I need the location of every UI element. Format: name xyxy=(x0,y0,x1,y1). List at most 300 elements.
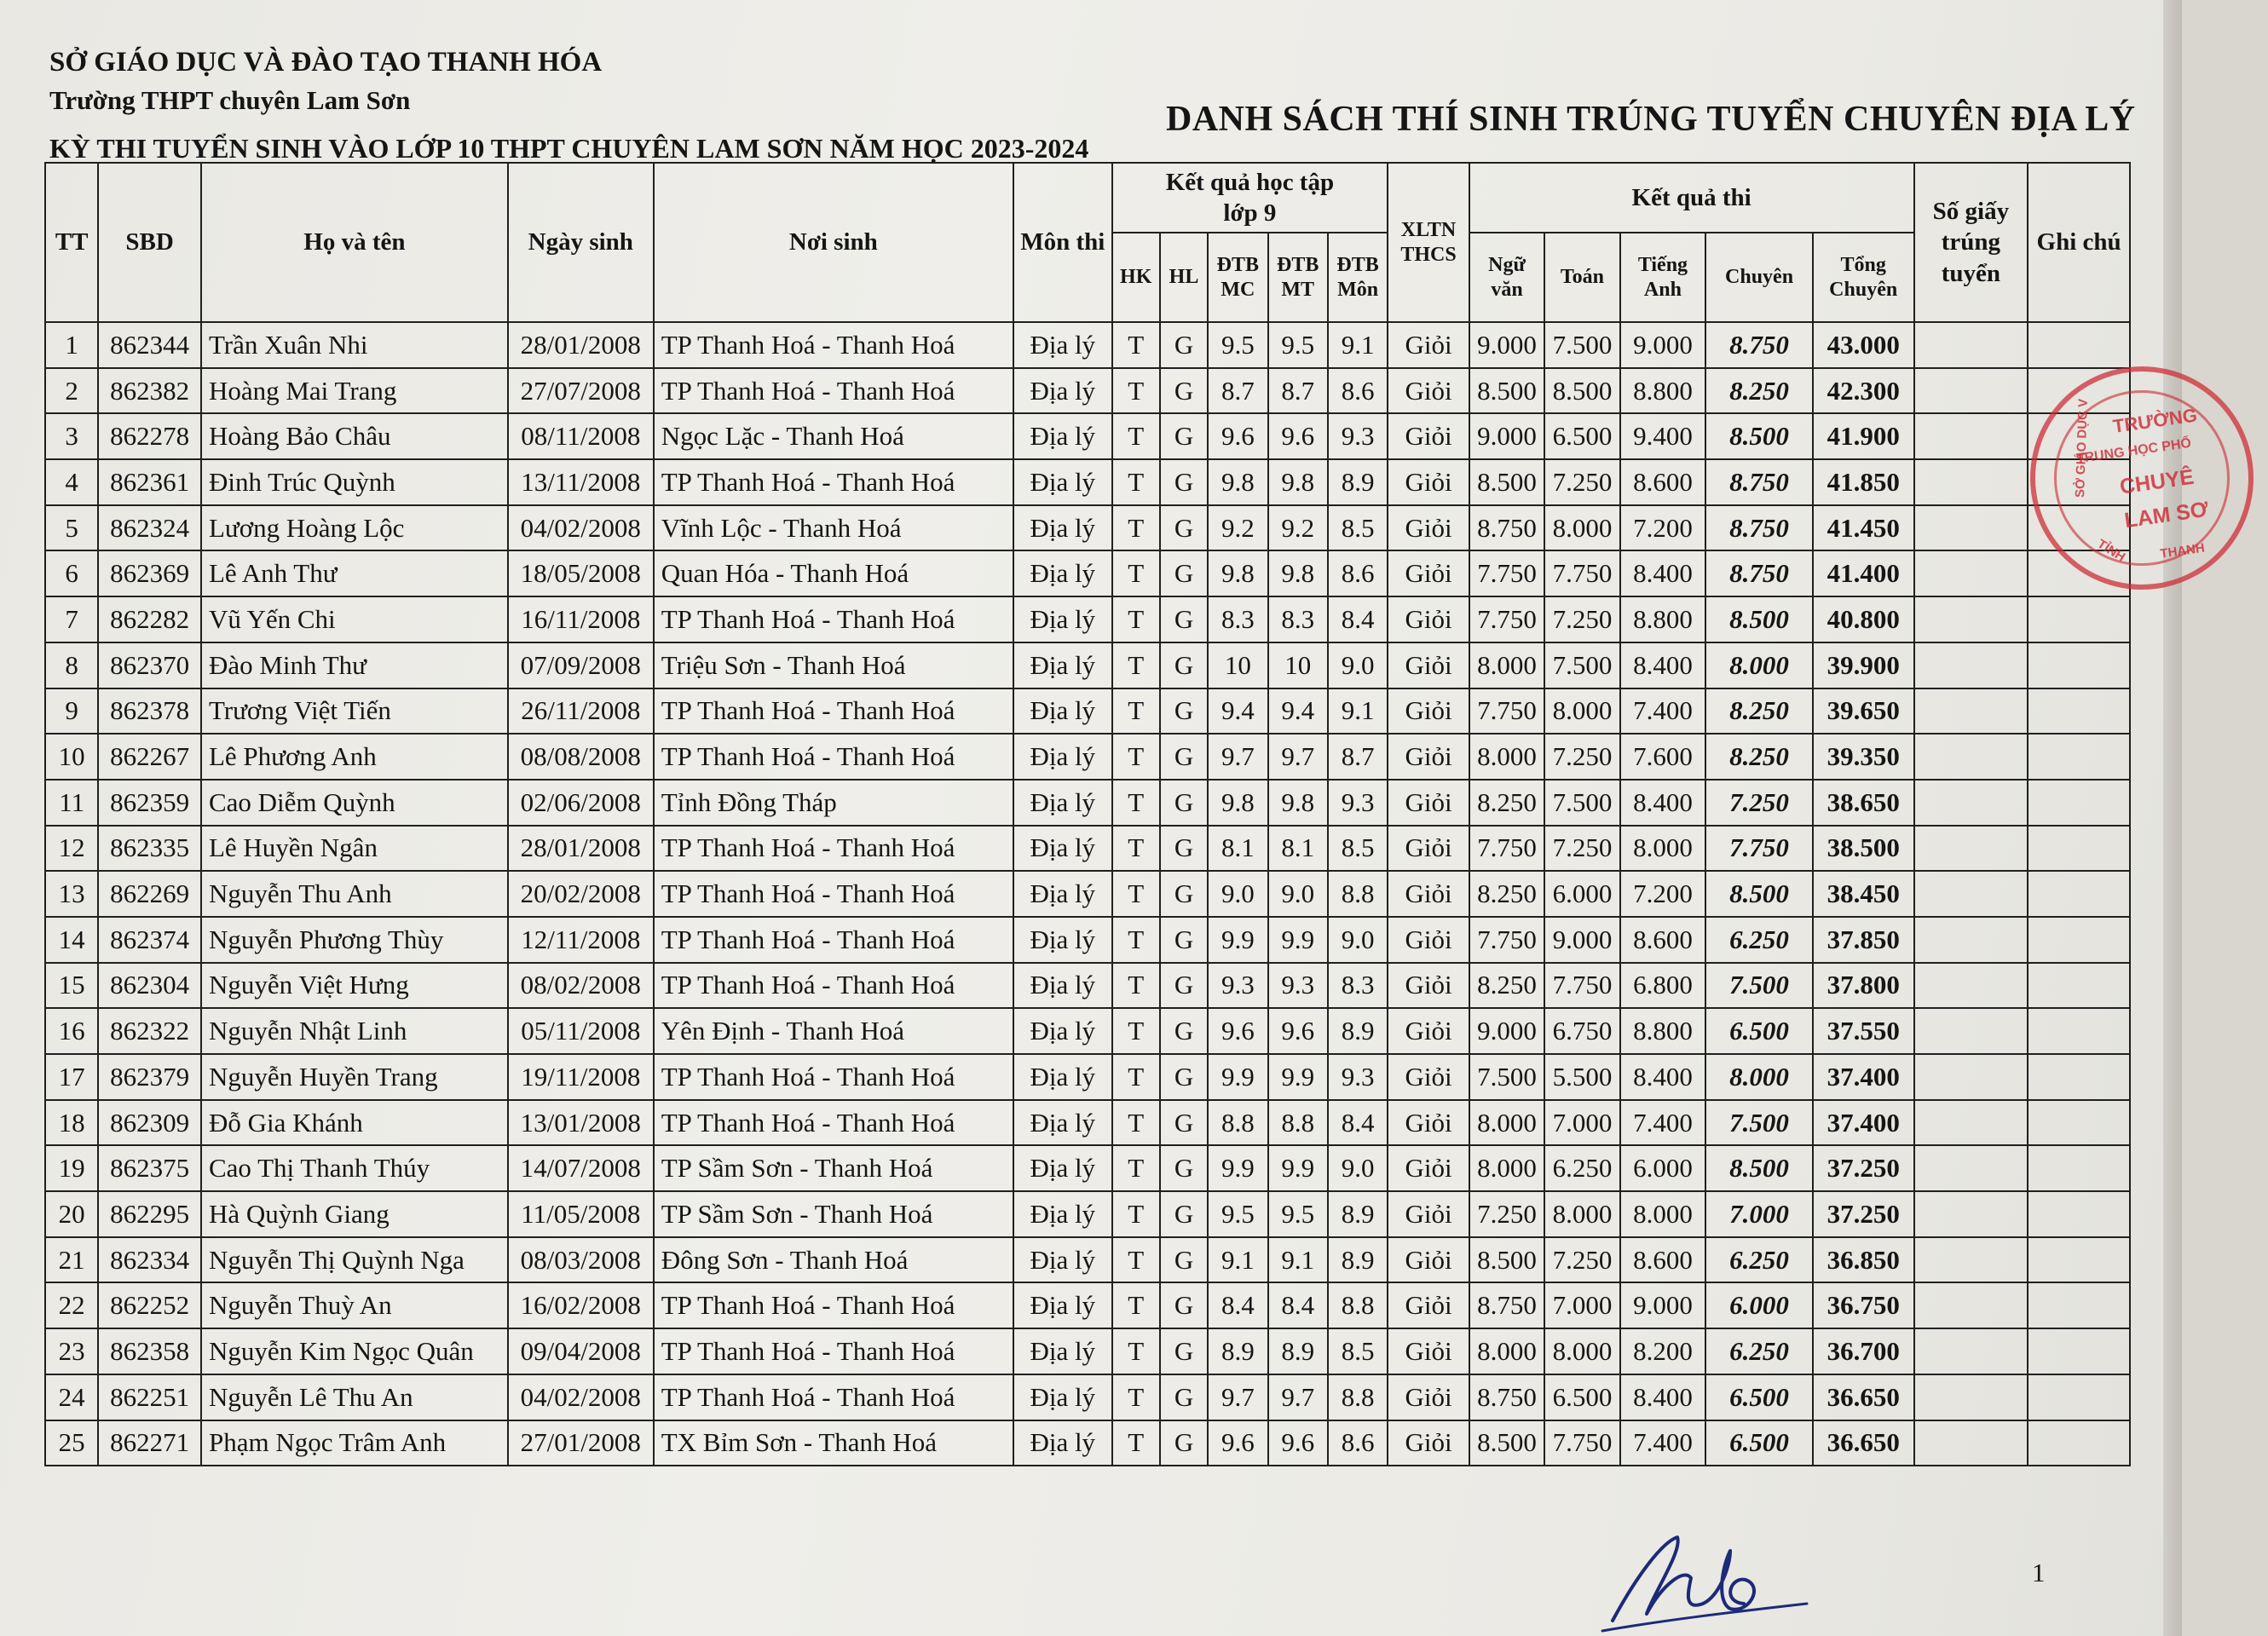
cell-name: Lê Huyền Ngân xyxy=(201,826,508,872)
cell-ngu-van: 8.750 xyxy=(1469,505,1544,551)
cell-xltn: Giỏi xyxy=(1388,688,1469,734)
table-row xyxy=(45,368,2130,414)
cell-toan: 7.250 xyxy=(1544,1237,1619,1283)
table-row xyxy=(45,1008,2130,1054)
cell-tieng-anh: 9.400 xyxy=(1620,413,1706,459)
cell-tieng-anh: 8.200 xyxy=(1620,1328,1706,1374)
cell-dob: 16/11/2008 xyxy=(508,596,654,642)
cell-dtb-mon: 9.0 xyxy=(1328,917,1388,963)
cell-tt: 25 xyxy=(45,1420,98,1466)
cell-so-giay xyxy=(1914,1054,2029,1100)
cell-hk: T xyxy=(1112,871,1160,917)
cell-name: Nguyễn Kim Ngọc Quân xyxy=(201,1328,508,1374)
cell-hk: T xyxy=(1112,596,1160,642)
cell-chuyen: 8.000 xyxy=(1705,1054,1813,1100)
cell-chuyen: 6.500 xyxy=(1705,1008,1813,1054)
cell-toan: 7.500 xyxy=(1544,642,1619,688)
cell-dtb-mt: 8.3 xyxy=(1268,596,1328,642)
cell-hk: T xyxy=(1112,550,1160,596)
cell-dtb-mc: 9.9 xyxy=(1208,1054,1267,1100)
cell-xltn: Giỏi xyxy=(1388,780,1469,826)
cell-dtb-mt: 9.9 xyxy=(1268,1145,1328,1191)
cell-tong-chuyen: 36.750 xyxy=(1813,1282,1914,1328)
cell-ngu-van: 8.500 xyxy=(1469,1420,1544,1466)
cell-dtb-mon: 9.0 xyxy=(1328,642,1388,688)
cell-dtb-mt: 9.6 xyxy=(1268,413,1328,459)
cell-place: TP Thanh Hoá - Thanh Hoá xyxy=(654,917,1013,963)
cell-dtb-mc: 9.1 xyxy=(1208,1237,1267,1283)
cell-tt: 24 xyxy=(45,1374,98,1420)
cell-dtb-mc: 9.6 xyxy=(1208,1420,1267,1466)
cell-dtb-mt: 8.4 xyxy=(1268,1282,1328,1328)
cell-toan: 7.250 xyxy=(1544,459,1619,505)
cell-subject: Địa lý xyxy=(1013,1374,1112,1420)
cell-place: TP Sầm Sơn - Thanh Hoá xyxy=(654,1191,1013,1237)
col-tong-chuyen xyxy=(1813,233,1914,322)
cell-dtb-mon: 8.4 xyxy=(1328,1100,1388,1146)
cell-ngu-van: 7.500 xyxy=(1469,1054,1544,1100)
cell-ghi-chu xyxy=(2028,642,2130,688)
cell-tong-chuyen: 37.800 xyxy=(1813,963,1914,1009)
cell-so-giay xyxy=(1914,550,2029,596)
cell-dtb-mon: 8.4 xyxy=(1328,596,1388,642)
cell-chuyen: 6.250 xyxy=(1705,1237,1813,1283)
cell-tieng-anh: 6.000 xyxy=(1620,1145,1706,1191)
cell-dtb-mt: 9.3 xyxy=(1268,963,1328,1009)
cell-tt: 10 xyxy=(45,734,98,780)
cell-ngu-van: 8.250 xyxy=(1469,871,1544,917)
cell-dtb-mt: 8.1 xyxy=(1268,826,1328,872)
cell-dtb-mt: 9.8 xyxy=(1268,550,1328,596)
cell-tt: 11 xyxy=(45,780,98,826)
cell-hk: T xyxy=(1112,1237,1160,1283)
cell-tieng-anh: 8.400 xyxy=(1620,1054,1706,1100)
cell-dtb-mon: 8.9 xyxy=(1328,1191,1388,1237)
cell-hk: T xyxy=(1112,734,1160,780)
cell-chuyen: 7.750 xyxy=(1705,826,1813,872)
cell-dob: 04/02/2008 xyxy=(508,505,654,551)
cell-dob: 08/11/2008 xyxy=(508,413,654,459)
cell-dtb-mt: 9.7 xyxy=(1268,1374,1328,1420)
cell-hk: T xyxy=(1112,1100,1160,1146)
cell-dtb-mon: 9.0 xyxy=(1328,1145,1388,1191)
cell-dtb-mon: 8.8 xyxy=(1328,1374,1388,1420)
cell-ghi-chu xyxy=(2028,1100,2130,1146)
grade9-line2: lớp 9 xyxy=(1223,199,1277,227)
cell-hk: T xyxy=(1112,963,1160,1009)
cell-name: Trương Việt Tiến xyxy=(201,688,508,734)
cell-dtb-mc: 9.7 xyxy=(1208,1374,1267,1420)
cell-sbd: 862282 xyxy=(98,596,201,642)
cell-subject: Địa lý xyxy=(1013,322,1112,368)
cell-dtb-mc: 9.5 xyxy=(1208,322,1267,368)
cell-dtb-mc: 9.0 xyxy=(1208,871,1267,917)
cell-tong-chuyen: 37.400 xyxy=(1813,1054,1914,1100)
cell-place: Tỉnh Đồng Tháp xyxy=(654,780,1013,826)
cell-tong-chuyen: 40.800 xyxy=(1813,596,1914,642)
cell-subject: Địa lý xyxy=(1013,1191,1112,1237)
stamp-text-left: SỞ GIÁO DỤC V xyxy=(2072,398,2092,498)
cell-tong-chuyen: 38.450 xyxy=(1813,871,1914,917)
cell-tt: 22 xyxy=(45,1282,98,1328)
cell-toan: 6.750 xyxy=(1544,1008,1619,1054)
cell-subject: Địa lý xyxy=(1013,505,1112,551)
cell-xltn: Giỏi xyxy=(1388,413,1469,459)
cell-dob: 04/02/2008 xyxy=(508,1374,654,1420)
cell-hk: T xyxy=(1112,826,1160,872)
grade9-line1: Kết quả học tập xyxy=(1165,168,1335,196)
col-dtb-mc xyxy=(1208,233,1267,322)
cell-tt: 17 xyxy=(45,1054,98,1100)
cell-tong-chuyen: 36.850 xyxy=(1813,1237,1914,1283)
cell-dob: 28/01/2008 xyxy=(508,826,654,872)
cell-toan: 8.000 xyxy=(1544,1328,1619,1374)
cell-tong-chuyen: 39.900 xyxy=(1813,642,1914,688)
cell-dtb-mc: 9.8 xyxy=(1208,780,1267,826)
cell-hl: G xyxy=(1160,1008,1208,1054)
cell-tieng-anh: 7.200 xyxy=(1620,505,1706,551)
cell-dtb-mt: 9.9 xyxy=(1268,917,1328,963)
cell-ngu-van: 7.750 xyxy=(1469,826,1544,872)
col-grade9-group xyxy=(1112,163,1388,233)
cell-dtb-mt: 9.5 xyxy=(1268,322,1328,368)
cell-hl: G xyxy=(1160,1100,1208,1146)
cell-subject: Địa lý xyxy=(1013,917,1112,963)
cell-hl: G xyxy=(1160,1191,1208,1237)
cell-name: Cao Diễm Quỳnh xyxy=(201,780,508,826)
dtb-mt-line2: MT xyxy=(1281,278,1315,301)
cell-toan: 6.250 xyxy=(1544,1145,1619,1191)
cell-dtb-mt: 10 xyxy=(1268,642,1328,688)
dtb-mon-line1: ĐTB xyxy=(1336,253,1379,276)
cell-xltn: Giỏi xyxy=(1388,871,1469,917)
cell-dtb-mt: 9.2 xyxy=(1268,505,1328,551)
cell-dob: 14/07/2008 xyxy=(508,1145,654,1191)
cell-subject: Địa lý xyxy=(1013,1100,1112,1146)
cell-ghi-chu xyxy=(2028,1328,2130,1374)
cell-tong-chuyen: 37.850 xyxy=(1813,917,1914,963)
cell-dob: 26/11/2008 xyxy=(508,688,654,734)
cell-tieng-anh: 8.600 xyxy=(1620,1237,1706,1283)
cell-toan: 7.750 xyxy=(1544,1420,1619,1466)
cell-tong-chuyen: 37.550 xyxy=(1813,1008,1914,1054)
cell-so-giay xyxy=(1914,1374,2029,1420)
cell-dtb-mc: 9.3 xyxy=(1208,963,1267,1009)
cell-sbd: 862269 xyxy=(98,871,201,917)
cell-place: Đông Sơn - Thanh Hoá xyxy=(654,1237,1013,1283)
cell-hl: G xyxy=(1160,505,1208,551)
cell-tieng-anh: 9.000 xyxy=(1620,1282,1706,1328)
cell-dtb-mt: 9.8 xyxy=(1268,459,1328,505)
cell-xltn: Giỏi xyxy=(1388,459,1469,505)
cell-tt: 23 xyxy=(45,1328,98,1374)
cell-place: Quan Hóa - Thanh Hoá xyxy=(654,550,1013,596)
cell-name: Cao Thị Thanh Thúy xyxy=(201,1145,508,1191)
cell-name: Nguyễn Thị Quỳnh Nga xyxy=(201,1237,508,1283)
cell-hl: G xyxy=(1160,871,1208,917)
cell-dob: 08/08/2008 xyxy=(508,734,654,780)
cell-tong-chuyen: 36.650 xyxy=(1813,1420,1914,1466)
cell-chuyen: 8.500 xyxy=(1705,871,1813,917)
stamp-text-bottom2: THANH xyxy=(2159,540,2206,562)
cell-hl: G xyxy=(1160,550,1208,596)
cell-toan: 7.750 xyxy=(1544,963,1619,1009)
cell-toan: 6.500 xyxy=(1544,413,1619,459)
table-row xyxy=(45,1054,2130,1100)
cell-tong-chuyen: 38.500 xyxy=(1813,826,1914,872)
cell-hl: G xyxy=(1160,917,1208,963)
cell-dtb-mt: 9.5 xyxy=(1268,1191,1328,1237)
cell-ngu-van: 8.000 xyxy=(1469,1100,1544,1146)
cell-dtb-mon: 8.3 xyxy=(1328,963,1388,1009)
cell-ghi-chu xyxy=(2028,917,2130,963)
tong-chuyen-line2: Chuyên xyxy=(1829,278,1898,301)
cell-toan: 7.000 xyxy=(1544,1100,1619,1146)
cell-ghi-chu xyxy=(2028,871,2130,917)
cell-chuyen: 7.500 xyxy=(1705,1100,1813,1146)
table-row xyxy=(45,550,2130,596)
cell-name: Nguyễn Lê Thu An xyxy=(201,1374,508,1420)
cell-hl: G xyxy=(1160,1237,1208,1283)
cell-dtb-mon: 9.1 xyxy=(1328,322,1388,368)
cell-dob: 08/02/2008 xyxy=(508,963,654,1009)
cell-sbd: 862375 xyxy=(98,1145,201,1191)
cell-dob: 12/11/2008 xyxy=(508,917,654,963)
cell-so-giay xyxy=(1914,1145,2029,1191)
cell-dtb-mt: 9.7 xyxy=(1268,734,1328,780)
cell-toan: 8.000 xyxy=(1544,1191,1619,1237)
admission-table xyxy=(44,162,2131,1466)
cell-dtb-mc: 10 xyxy=(1208,642,1267,688)
cell-tt: 15 xyxy=(45,963,98,1009)
tieng-anh-line1: Tiếng xyxy=(1637,253,1688,276)
cell-chuyen: 6.000 xyxy=(1705,1282,1813,1328)
cell-sbd: 862324 xyxy=(98,505,201,551)
col-ngu-van xyxy=(1469,233,1544,322)
col-exam-results-group: Kết quả thi xyxy=(1469,163,1914,233)
cell-hl: G xyxy=(1160,734,1208,780)
cell-xltn: Giỏi xyxy=(1388,963,1469,1009)
cell-tt: 1 xyxy=(45,322,98,368)
cell-toan: 7.250 xyxy=(1544,596,1619,642)
cell-sbd: 862335 xyxy=(98,826,201,872)
cell-subject: Địa lý xyxy=(1013,596,1112,642)
cell-so-giay xyxy=(1914,688,2029,734)
cell-place: TP Thanh Hoá - Thanh Hoá xyxy=(654,1054,1013,1100)
cell-toan: 7.750 xyxy=(1544,550,1619,596)
cell-tong-chuyen: 41.450 xyxy=(1813,505,1914,551)
cell-place: TP Thanh Hoá - Thanh Hoá xyxy=(654,596,1013,642)
cell-toan: 7.500 xyxy=(1544,780,1619,826)
cell-sbd: 862361 xyxy=(98,459,201,505)
cell-so-giay xyxy=(1914,917,2029,963)
cell-tieng-anh: 8.400 xyxy=(1620,780,1706,826)
col-sbd: SBD xyxy=(98,163,201,322)
cell-so-giay xyxy=(1914,505,2029,551)
cell-tieng-anh: 7.400 xyxy=(1620,1100,1706,1146)
cell-sbd: 862309 xyxy=(98,1100,201,1146)
cell-tong-chuyen: 39.650 xyxy=(1813,688,1914,734)
cell-dtb-mon: 8.6 xyxy=(1328,1420,1388,1466)
cell-place: TP Thanh Hoá - Thanh Hoá xyxy=(654,963,1013,1009)
cell-toan: 9.000 xyxy=(1544,917,1619,963)
table-row xyxy=(45,688,2130,734)
cell-subject: Địa lý xyxy=(1013,1145,1112,1191)
cell-tt: 12 xyxy=(45,826,98,872)
table-row xyxy=(45,917,2130,963)
cell-name: Lê Phương Anh xyxy=(201,734,508,780)
cell-dob: 18/05/2008 xyxy=(508,550,654,596)
cell-ghi-chu xyxy=(2028,1420,2130,1466)
cell-tt: 13 xyxy=(45,871,98,917)
cell-hl: G xyxy=(1160,413,1208,459)
cell-chuyen: 6.250 xyxy=(1705,917,1813,963)
cell-dob: 16/02/2008 xyxy=(508,1282,654,1328)
cell-dtb-mt: 8.8 xyxy=(1268,1100,1328,1146)
cell-dtb-mon: 8.5 xyxy=(1328,826,1388,872)
so-giay-line3: tuyển xyxy=(1941,259,2001,287)
cell-ghi-chu xyxy=(2028,1145,2130,1191)
cell-chuyen: 6.500 xyxy=(1705,1420,1813,1466)
cell-sbd: 862278 xyxy=(98,413,201,459)
cell-hl: G xyxy=(1160,642,1208,688)
col-dob: Ngày sinh xyxy=(508,163,654,322)
cell-tt: 2 xyxy=(45,368,98,414)
cell-name: Nguyễn Huyền Trang xyxy=(201,1054,508,1100)
cell-subject: Địa lý xyxy=(1013,963,1112,1009)
cell-chuyen: 8.750 xyxy=(1705,459,1813,505)
cell-so-giay xyxy=(1914,871,2029,917)
cell-tong-chuyen: 43.000 xyxy=(1813,322,1914,368)
cell-chuyen: 7.250 xyxy=(1705,780,1813,826)
cell-toan: 7.250 xyxy=(1544,826,1619,872)
cell-ghi-chu xyxy=(2028,1237,2130,1283)
table-row xyxy=(45,596,2130,642)
cell-chuyen: 8.000 xyxy=(1705,642,1813,688)
cell-dtb-mc: 8.8 xyxy=(1208,1100,1267,1146)
cell-dtb-mc: 9.4 xyxy=(1208,688,1267,734)
cell-ghi-chu xyxy=(2028,322,2130,368)
cell-dtb-mc: 9.9 xyxy=(1208,1145,1267,1191)
cell-toan: 6.500 xyxy=(1544,1374,1619,1420)
cell-xltn: Giỏi xyxy=(1388,1191,1469,1237)
cell-sbd: 862267 xyxy=(98,734,201,780)
cell-so-giay xyxy=(1914,963,2029,1009)
cell-name: Đinh Trúc Quỳnh xyxy=(201,459,508,505)
cell-tt: 20 xyxy=(45,1191,98,1237)
cell-sbd: 862344 xyxy=(98,322,201,368)
cell-name: Hoàng Mai Trang xyxy=(201,368,508,414)
cell-hk: T xyxy=(1112,1191,1160,1237)
cell-subject: Địa lý xyxy=(1013,459,1112,505)
cell-dtb-mc: 9.8 xyxy=(1208,550,1267,596)
cell-chuyen: 8.500 xyxy=(1705,596,1813,642)
cell-dtb-mc: 8.3 xyxy=(1208,596,1267,642)
cell-chuyen: 6.250 xyxy=(1705,1328,1813,1374)
stamp-text-school1: TRƯỜNG xyxy=(2111,404,2199,437)
cell-tieng-anh: 9.000 xyxy=(1620,322,1706,368)
cell-place: TP Thanh Hoá - Thanh Hoá xyxy=(654,1100,1013,1146)
cell-ngu-van: 8.500 xyxy=(1469,1237,1544,1283)
cell-ngu-van: 9.000 xyxy=(1469,322,1544,368)
cell-ngu-van: 8.000 xyxy=(1469,734,1544,780)
cell-so-giay xyxy=(1914,459,2029,505)
cell-toan: 7.000 xyxy=(1544,1282,1619,1328)
tong-chuyen-line1: Tổng xyxy=(1840,253,1886,276)
cell-xltn: Giỏi xyxy=(1388,642,1469,688)
cell-sbd: 862359 xyxy=(98,780,201,826)
dtb-mc-line1: ĐTB xyxy=(1216,253,1260,276)
cell-hk: T xyxy=(1112,368,1160,414)
page-edge xyxy=(2163,0,2182,1636)
school-heading: Trường THPT chuyên Lam Sơn xyxy=(49,85,411,115)
cell-tt: 3 xyxy=(45,413,98,459)
cell-dob: 13/11/2008 xyxy=(508,459,654,505)
cell-dob: 19/11/2008 xyxy=(508,1054,654,1100)
cell-name: Phạm Ngọc Trâm Anh xyxy=(201,1420,508,1466)
cell-tieng-anh: 7.400 xyxy=(1620,688,1706,734)
cell-ghi-chu xyxy=(2028,1008,2130,1054)
cell-tong-chuyen: 36.650 xyxy=(1813,1374,1914,1420)
dtb-mt-line1: ĐTB xyxy=(1277,253,1319,276)
cell-so-giay xyxy=(1914,1191,2029,1237)
cell-so-giay xyxy=(1914,1100,2029,1146)
cell-hl: G xyxy=(1160,1282,1208,1328)
cell-sbd: 862379 xyxy=(98,1054,201,1100)
cell-hk: T xyxy=(1112,1282,1160,1328)
cell-dob: 05/11/2008 xyxy=(508,1008,654,1054)
cell-tieng-anh: 8.800 xyxy=(1620,596,1706,642)
cell-place: Vĩnh Lộc - Thanh Hoá xyxy=(654,505,1013,551)
cell-dtb-mt: 9.6 xyxy=(1268,1420,1328,1466)
cell-dtb-mc: 9.5 xyxy=(1208,1191,1267,1237)
cell-ghi-chu xyxy=(2028,688,2130,734)
cell-xltn: Giỏi xyxy=(1388,505,1469,551)
cell-dtb-mon: 9.1 xyxy=(1328,688,1388,734)
cell-dtb-mon: 8.9 xyxy=(1328,1237,1388,1283)
cell-chuyen: 8.250 xyxy=(1705,368,1813,414)
cell-place: Triệu Sơn - Thanh Hoá xyxy=(654,642,1013,688)
cell-sbd: 862271 xyxy=(98,1420,201,1466)
cell-tieng-anh: 8.600 xyxy=(1620,459,1706,505)
cell-place: Yên Định - Thanh Hoá xyxy=(654,1008,1013,1054)
cell-hl: G xyxy=(1160,1145,1208,1191)
cell-toan: 8.000 xyxy=(1544,505,1619,551)
cell-dob: 27/01/2008 xyxy=(508,1420,654,1466)
cell-hl: G xyxy=(1160,322,1208,368)
stamp-text-lamson: LAM SƠ xyxy=(2122,497,2210,533)
cell-tt: 4 xyxy=(45,459,98,505)
table-row xyxy=(45,734,2130,780)
cell-dtb-mon: 8.7 xyxy=(1328,734,1388,780)
cell-dtb-mt: 8.7 xyxy=(1268,368,1328,414)
col-tt: TT xyxy=(45,163,98,322)
cell-hk: T xyxy=(1112,505,1160,551)
cell-tt: 16 xyxy=(45,1008,98,1054)
cell-ngu-van: 8.000 xyxy=(1469,1328,1544,1374)
cell-xltn: Giỏi xyxy=(1388,917,1469,963)
cell-ghi-chu xyxy=(2028,596,2130,642)
cell-so-giay xyxy=(1914,368,2029,414)
cell-toan: 7.500 xyxy=(1544,322,1619,368)
stamp-text-school2: TRUNG HỌC PHỔ xyxy=(2075,435,2193,467)
cell-sbd: 862358 xyxy=(98,1328,201,1374)
cell-subject: Địa lý xyxy=(1013,1328,1112,1374)
cell-ghi-chu xyxy=(2028,734,2130,780)
ngu-van-line2: văn xyxy=(1491,278,1523,301)
cell-sbd: 862304 xyxy=(98,963,201,1009)
cell-name: Đào Minh Thư xyxy=(201,642,508,688)
